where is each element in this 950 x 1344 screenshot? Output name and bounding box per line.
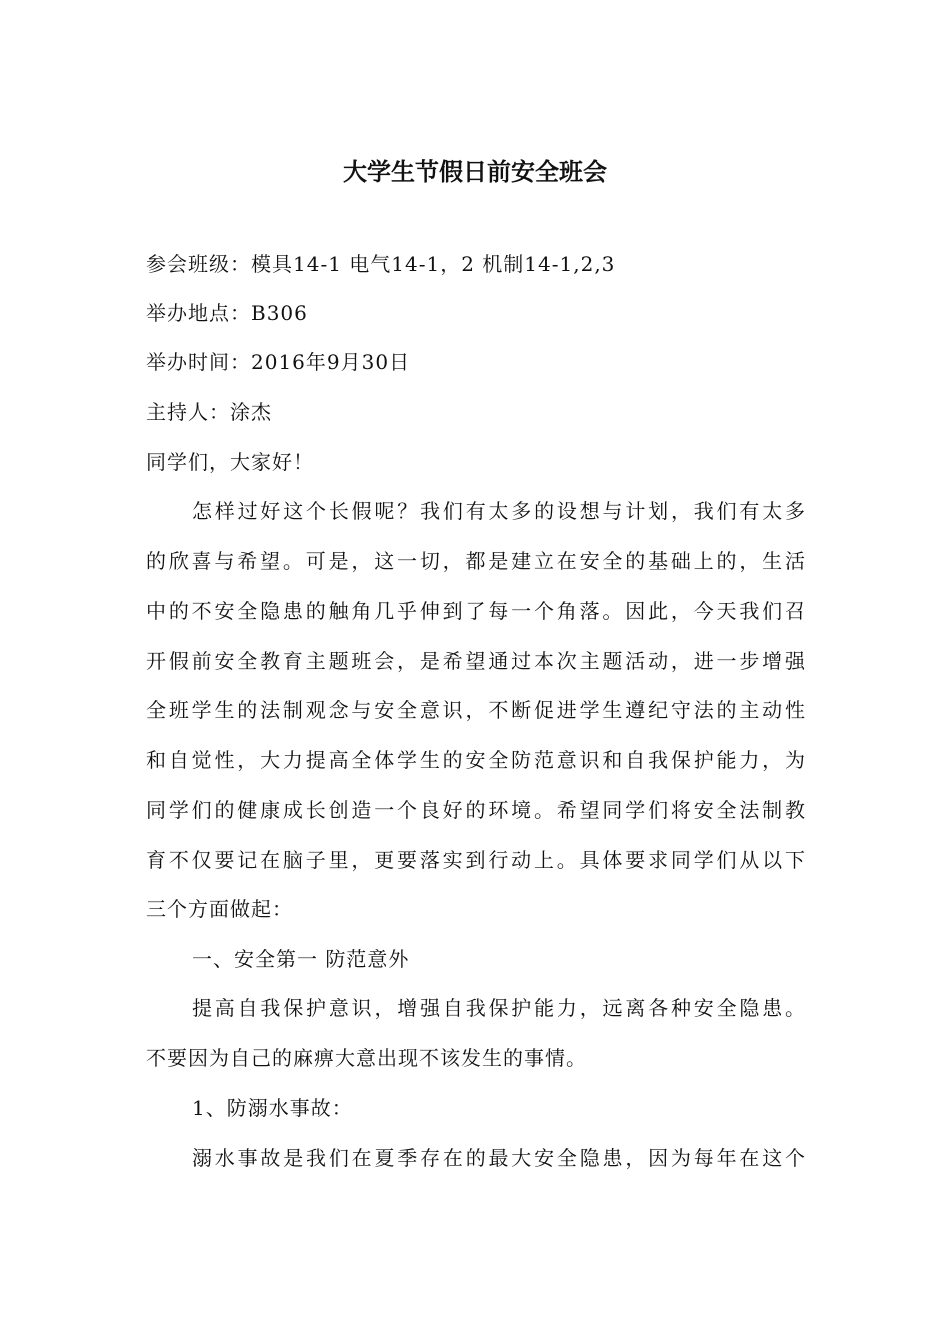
paragraph-line: 怎样过好这个长假呢？我们有太多的设想与计划，我们有太多	[192, 499, 806, 523]
info-time: 举办时间：2016年9月30日	[146, 350, 411, 374]
subsection-heading: 1、防溺水事故：	[192, 1096, 353, 1120]
info-classes: 参会班级：模具14-1 电气14-1，2 机制14-1,2,3	[146, 252, 616, 276]
paragraph-line: 提高自我保护意识，增强自我保护能力，远离各种安全隐患。	[192, 996, 806, 1020]
paragraph-line: 开假前安全教育主题班会，是希望通过本次主题活动，进一步增强	[146, 649, 806, 673]
greeting: 同学们，大家好！	[146, 450, 314, 474]
paragraph-line: 三个方面做起：	[146, 897, 293, 921]
paragraph-line: 溺水事故是我们在夏季存在的最大安全隐患，因为每年在这个	[192, 1146, 806, 1170]
paragraph-line: 的欣喜与希望。可是，这一切，都是建立在安全的基础上的，生活	[146, 549, 806, 573]
paragraph-line: 中的不安全隐患的触角几乎伸到了每一个角落。因此，今天我们召	[146, 599, 806, 623]
paragraph-line: 全班学生的法制观念与安全意识，不断促进学生遵纪守法的主动性	[146, 698, 806, 722]
paragraph-line: 育不仅要记在脑子里，更要落实到行动上。具体要求同学们从以下	[146, 848, 806, 872]
document-title: 大学生节假日前安全班会	[343, 158, 607, 186]
paragraph-line: 同学们的健康成长创造一个良好的环境。希望同学们将安全法制教	[146, 798, 806, 822]
paragraph-line: 和自觉性，大力提高全体学生的安全防范意识和自我保护能力，为	[146, 748, 806, 772]
paragraph-line: 不要因为自己的麻痹大意出现不该发生的事情。	[146, 1046, 587, 1070]
section-heading: 一、安全第一 防范意外	[192, 947, 410, 971]
info-location: 举办地点：B306	[146, 301, 308, 325]
info-host: 主持人：涂杰	[146, 400, 272, 424]
